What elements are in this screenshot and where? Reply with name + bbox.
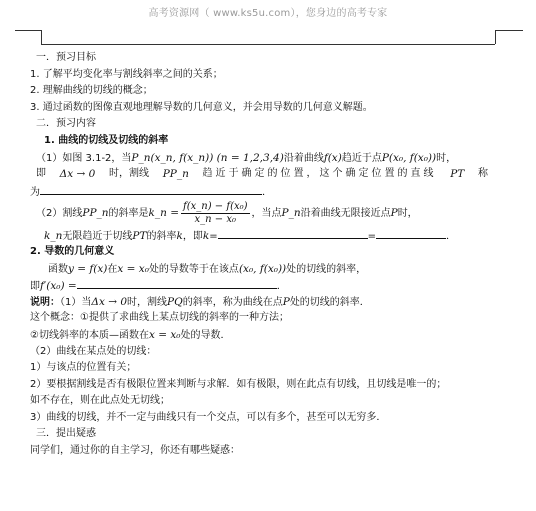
section-2-title: 二．预习内容 bbox=[36, 118, 96, 130]
text: 的斜率是 bbox=[108, 208, 149, 220]
text: 即 bbox=[36, 168, 46, 180]
math-delta-x: Δx → 0 bbox=[91, 295, 128, 308]
text: 即 bbox=[30, 281, 40, 293]
page-header bbox=[0, 0, 536, 46]
text: 函数 bbox=[48, 263, 68, 275]
text: ． bbox=[445, 231, 456, 243]
text: 时，割线 bbox=[109, 168, 150, 180]
header-rule-right bbox=[495, 30, 523, 31]
math-pn: P_n bbox=[281, 207, 301, 220]
note-line-2: 这个概念：①提供了求曲线上某点切线的斜率的一种方法； bbox=[30, 312, 289, 324]
math-k: k bbox=[202, 230, 210, 243]
math-p-point: P(x₀, f(x₀)) bbox=[381, 151, 437, 164]
blank-slope-value[interactable] bbox=[376, 227, 446, 239]
slope-para-line-2 bbox=[30, 227, 520, 244]
text: ． bbox=[276, 281, 287, 293]
math-pt: PT bbox=[450, 168, 465, 181]
secant-slope-fraction bbox=[181, 201, 249, 226]
text: ②切线斜率的本质—函数在 bbox=[30, 329, 149, 341]
tangent-para-line-3 bbox=[30, 183, 520, 200]
text: 沿着曲线 bbox=[283, 152, 324, 164]
note-line-8: 3）曲线的切线，并不一定与曲线只有一个交点，可以有多个，甚至可以无穷多． bbox=[30, 411, 387, 423]
text: 处的导数等于在该点 bbox=[148, 263, 239, 275]
math-p: P bbox=[390, 207, 398, 220]
section-3-title: 三．提出疑惑 bbox=[36, 428, 96, 440]
justified-row bbox=[36, 166, 488, 183]
subsection-derivative-heading: 2. 导数的几何意义 bbox=[30, 245, 115, 257]
document-body bbox=[30, 50, 520, 460]
text: 沿着曲线无限接近点 bbox=[300, 208, 391, 220]
math-ppn: PP_n bbox=[82, 207, 109, 220]
math-pn-point: P_n(x_n, f(x_n)) (n = 1,2,3,4) bbox=[131, 151, 284, 164]
math-k: k bbox=[176, 230, 183, 243]
math-kn: k_n bbox=[44, 230, 63, 243]
section-3-line-1: 同学们，通过你的自主学习，你还有哪些疑惑： bbox=[30, 445, 240, 457]
text: 无限趋近于切线 bbox=[62, 231, 133, 243]
text: 时，割线 bbox=[127, 296, 168, 308]
text: 时， bbox=[397, 208, 418, 220]
text: （1）当 bbox=[60, 296, 92, 308]
tangent-para-line-2 bbox=[30, 166, 520, 183]
math-delta-x: Δx → 0 bbox=[59, 168, 96, 181]
header-watermark: 高考资源网（ www.ks5u.com），您身边的高考专家 bbox=[148, 8, 388, 19]
text: （1）如图 3.1-2，当 bbox=[36, 152, 132, 164]
note-line-4: （2）曲线在某点处的切线： bbox=[30, 345, 157, 357]
text: = bbox=[367, 231, 376, 243]
section-1-title: 一．预习目标 bbox=[36, 52, 96, 63]
math-x-x0: x = x₀ bbox=[117, 262, 149, 275]
note-line-6: 2）要根据割线是否有极限位置来判断与求解．如有极限，则在此点有切线，且切线是唯一的； bbox=[30, 378, 447, 390]
goal-item-2: 2. 理解曲线的切线的概念； bbox=[30, 85, 153, 97]
derivative-para-line-1 bbox=[30, 261, 520, 278]
note-line-1 bbox=[30, 294, 520, 311]
header-rule-left-tick bbox=[41, 30, 42, 44]
text: ，即 bbox=[182, 231, 203, 243]
math-pq: PQ bbox=[167, 295, 183, 308]
math-pt: PT bbox=[132, 230, 147, 243]
text: 在 bbox=[107, 263, 118, 275]
math-point: (x₀, f(x₀)) bbox=[238, 262, 287, 275]
math-ppn: PP_n bbox=[162, 168, 189, 181]
text: = bbox=[209, 231, 218, 243]
derivative-para-line-2 bbox=[30, 277, 520, 294]
text: 趋近于点 bbox=[341, 152, 382, 164]
blank-slope-limit[interactable] bbox=[218, 227, 368, 239]
math-f-prime: f′(x₀) = bbox=[40, 280, 77, 293]
goal-item-3: 3. 通过函数的图像直观地理解导数的几何意义，并会用导数的几何意义解题。 bbox=[30, 101, 373, 113]
subsection-tangent-heading: 1. 曲线的切线及切线的斜率 bbox=[44, 134, 169, 146]
note-line-5: 1）与该点的位置有关； bbox=[30, 362, 137, 374]
header-rule-right-tick bbox=[495, 30, 496, 44]
text: ，当点 bbox=[251, 208, 282, 220]
text: 趋近于确定的位置，这个确定位置的直线 bbox=[202, 168, 437, 180]
fraction-numerator: f(x_n) − f(x₀) bbox=[183, 200, 248, 212]
header-rule-left bbox=[15, 30, 41, 31]
note-line-7: 如不存在，则在此点处无切线； bbox=[30, 395, 170, 407]
math-kn: k_n = bbox=[148, 207, 180, 220]
text: 的斜率，称为曲线在点 bbox=[182, 296, 283, 308]
goal-item-1: 1. 了解平均变化率与割线斜率之间的关系； bbox=[30, 68, 223, 80]
text: 时， bbox=[436, 152, 457, 164]
note-label: 说明： bbox=[30, 296, 60, 308]
text: 处的切线的斜率． bbox=[289, 296, 370, 308]
text: 称 bbox=[477, 168, 488, 180]
blank-tangent-name[interactable] bbox=[40, 183, 262, 195]
math-p: P bbox=[282, 295, 290, 308]
slope-para-line-1 bbox=[30, 199, 520, 227]
text: 为 bbox=[30, 186, 40, 198]
note-line-3 bbox=[30, 327, 520, 344]
math-y-fx: y = f(x) bbox=[68, 262, 108, 275]
text: ． bbox=[262, 186, 272, 198]
text: 的斜率 bbox=[146, 231, 177, 243]
math-x-x0: x = x₀ bbox=[148, 328, 181, 341]
tangent-para-line-1 bbox=[30, 150, 520, 167]
text: 处的导数． bbox=[180, 329, 231, 341]
fraction-denominator: x_n − x₀ bbox=[194, 213, 237, 225]
math-fx: f(x) bbox=[323, 151, 342, 164]
blank-derivative[interactable] bbox=[77, 277, 277, 289]
text: 处的切线的斜率， bbox=[286, 263, 367, 275]
text: （2）割线 bbox=[36, 208, 83, 220]
header-rule-main bbox=[41, 44, 495, 45]
